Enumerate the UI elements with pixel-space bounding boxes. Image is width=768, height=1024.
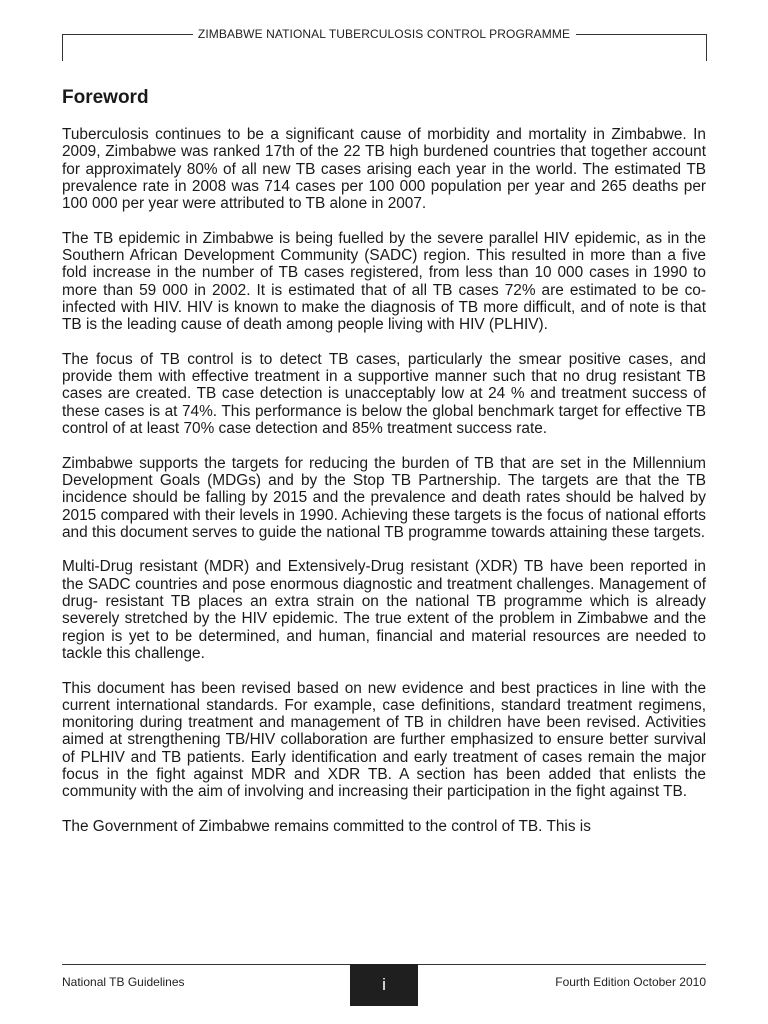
body-text: [62, 126, 706, 852]
header-rule-left: [62, 34, 193, 61]
paragraph-3: The focus of TB control is to detect TB cases, particularly the smear positive cases, and provide them with effective treatment in a supportive manner such that no drug resistant TB cases are created. TB case detection is unacceptably low at 24 % and treatment success of these cases is at 74%. This performance is below the global benchmark target for effective TB control of at least 70% case detection and 85% treatment success rate.: [62, 350, 706, 438]
paragraph-2: The TB epidemic in Zimbabwe is being fuelled by the severe parallel HIV epidemic, as in the Southern African Development Community (SADC) region. This resulted in more than a five fold increase in the number of TB cases registered, from less than 10 000 cases in 1990 to more than 59 000 in 2002. It is estimated that of all TB cases 72% are estimated to be co- infected with HIV. HIV is known to make the diagnosis of TB more difficult, and of note is that TB is the leading cause of death among people living with HIV (PLHIV).: [62, 229, 706, 334]
paragraph-1: Tuberculosis continues to be a significant cause of morbidity and mortality in Zimbabwe. In 2009, Zimbabwe was ranked 17th of the 22 TB high burdened countries that together account for approximately 80% of all new TB cases arising each year in the world. The estimated TB prevalence rate in 2008 was 714 cases per 100 000 population per year and 265 deaths per 100 000 per year were attributed to TB alone in 2007.: [62, 126, 706, 213]
header-rule-right: [576, 34, 707, 61]
page-title: Foreword: [62, 87, 149, 108]
paragraph-7: The Government of Zimbabwe remains committed to the control of TB. This is: [62, 817, 591, 835]
paragraph-5: Multi-Drug resistant (MDR) and Extensively-Drug resistant (XDR) TB have been reported in the SADC countries and pose enormous diagnostic and treatment challenges. Management of drug- resistant TB places an extra strain on the national TB programme which is already severely stretched by the HIV epidemic. The true extent of the problem in Zimbabwe and the region is yet to be determined, and human, financial and material resources are needed to tackle this challenge.: [62, 558, 706, 662]
running-header: ZIMBABWE NATIONAL TUBERCULOSIS CONTROL PROGRAMME: [197, 27, 571, 41]
page-number: i: [350, 964, 418, 1006]
paragraph-4: Zimbabwe supports the targets for reducing the burden of TB that are set in the Millennium Development Goals (MDGs) and by the Stop TB Partnership. The targets are that the TB incidence should be falling by 2015 and the prevalence and death rates should be halved by 2015 compared with their levels in 1990. Achieving these targets is the focus of national efforts and this document serves to guide the national TB programme towards attaining these targets.: [62, 454, 706, 541]
paragraph-6: This document has been revised based on new evidence and best practices in line with the current international standards. For example, case definitions, standard treatment regimens, monitoring during treatment and management of TB in children have been revised. Activities aimed at strengthening TB/HIV collaboration are further emphasized to ensure better survival of PLHIV and TB patients. Early identification and early treatment of cases remain the major focus in the fight against MDR and XDR TB. A section has been added that enlists the community with the aim of involving and increasing their participation in the fight against TB.: [62, 679, 706, 801]
footer-edition: Fourth Edition October 2010: [555, 975, 706, 989]
footer-document-title: National TB Guidelines: [62, 975, 185, 989]
